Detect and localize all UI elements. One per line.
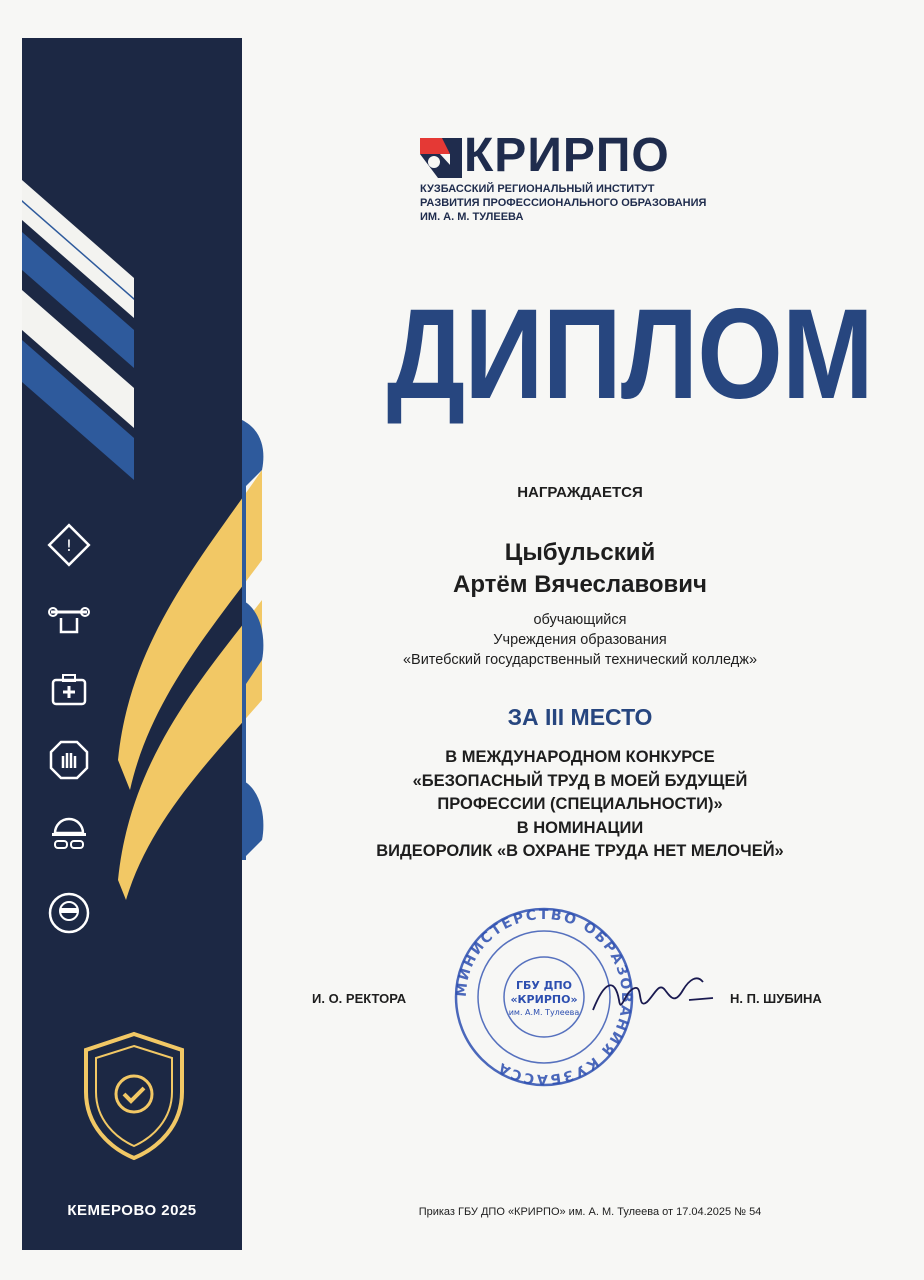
logo-subtitle-line: КУЗБАССКИЙ РЕГИОНАЛЬНЫЙ ИНСТИТУТ	[420, 183, 655, 195]
stamp-center-line: «КРИРПО»	[510, 993, 578, 1006]
warning-icon	[44, 520, 94, 570]
recipient-info-line: Учреждения образования	[493, 632, 667, 648]
wrench-hand-icon	[44, 595, 94, 645]
hardhat-goggles-icon	[44, 808, 94, 858]
stop-hand-icon	[44, 735, 94, 785]
logo-name: КРИРПО	[464, 129, 670, 182]
recipient-info-line: обучающийся	[533, 612, 627, 628]
recipient-info-line: «Витебский государственный технический колледж»	[402, 652, 758, 668]
logo	[420, 128, 740, 238]
contest-line: В МЕЖДУНАРОДНОМ КОНКУРСЕ	[445, 748, 715, 766]
contest-line: В НОМИНАЦИИ	[516, 818, 644, 837]
logo-subtitle-line: РАЗВИТИЯ ПРОФЕССИОНАЛЬНОГО ОБРАЗОВАНИЯ	[420, 197, 707, 209]
krirpo-logo-mark-icon	[420, 138, 462, 178]
recipient-info	[300, 610, 860, 670]
signatory-position: И. О. РЕКТОРА	[312, 991, 407, 1006]
svg-text:!: !	[65, 536, 73, 555]
contest-line: «БЕЗОПАСНЫЙ ТРУД В МОЕЙ БУДУЩЕЙ	[412, 771, 748, 790]
logo-subtitle	[420, 182, 740, 224]
recipient-given-names: Артём Вячеславович	[453, 571, 707, 598]
place-label: ЗА III МЕСТО	[507, 704, 653, 730]
awarded-label: НАГРАЖДАЕТСЯ	[517, 484, 643, 501]
stamp-outer-text: МИНИСТЕРСТВО ОБРАЗОВАНИЯ КУЗБАССА	[453, 906, 635, 1088]
recipient-name	[300, 537, 860, 601]
order-reference: Приказ ГБУ ДПО «КРИРПО» им. А. М. Тулеева от 17.04.2025 № 54	[418, 1206, 762, 1218]
signatory-name: Н. П. ШУБИНА	[730, 991, 822, 1006]
diploma-title: ДИПЛОМ	[386, 283, 873, 426]
contest-line: ПРОФЕССИИ (СПЕЦИАЛЬНОСТИ)»	[437, 795, 723, 813]
stamp-center-line: ГБУ ДПО	[515, 979, 573, 992]
logo-subtitle-line: ИМ. А. М. ТУЛЕЕВА	[420, 211, 524, 223]
recipient-surname: Цыбульский	[504, 539, 656, 566]
shield-check-icon	[78, 1030, 190, 1162]
handwritten-signature	[585, 960, 725, 1030]
city-year: КЕМЕРОВО 2025	[67, 1202, 197, 1219]
first-aid-kit-icon	[44, 665, 94, 715]
contest-description	[300, 746, 860, 864]
face-protection-icon	[44, 888, 94, 938]
stamp-center-line: им. А.М. Тулеева	[508, 1008, 580, 1017]
contest-line: ВИДЕОРОЛИК «В ОХРАНЕ ТРУДА НЕТ МЕЛОЧЕЙ»	[376, 842, 784, 860]
